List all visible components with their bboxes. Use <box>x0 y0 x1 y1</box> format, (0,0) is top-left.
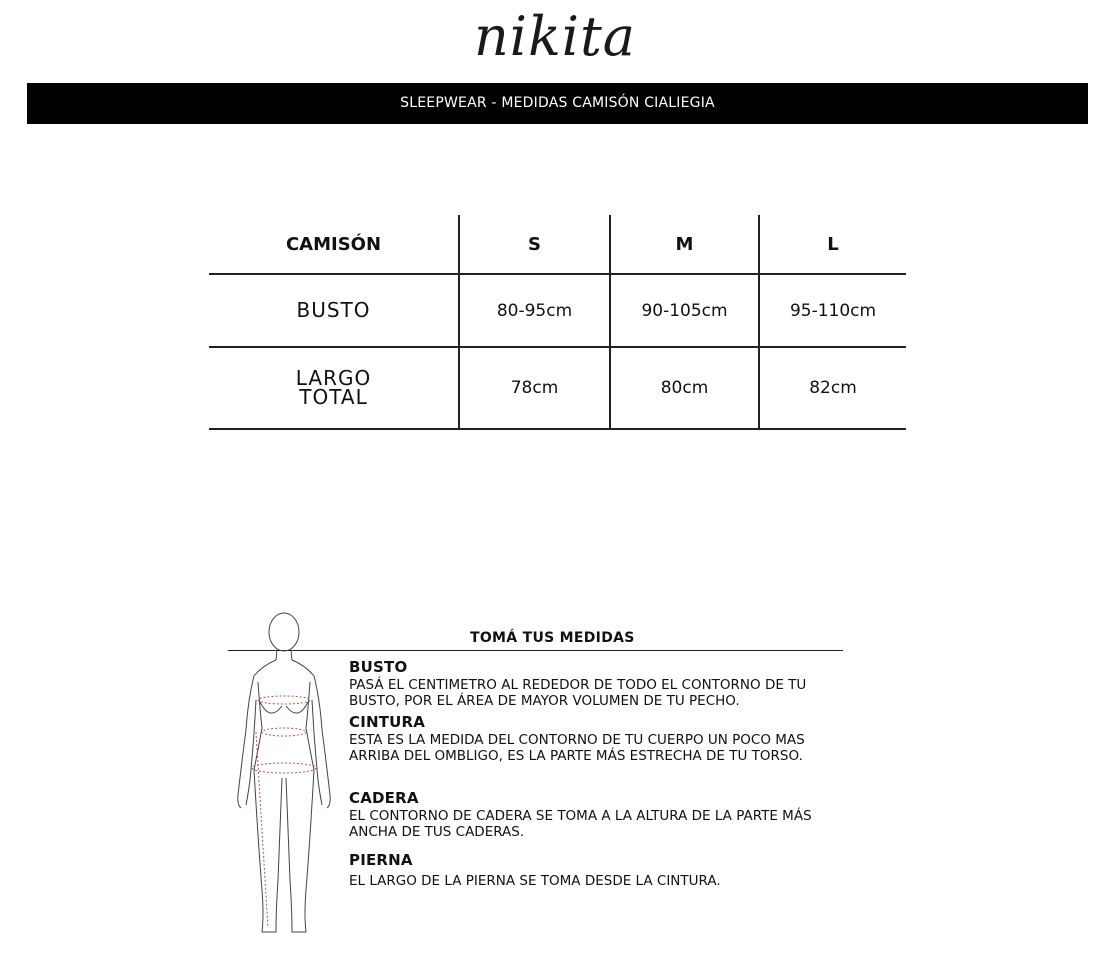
guide-text: PASÁ EL CENTIMETRO AL REDEDOR DE TODO EL CONTORNO DE TU BUSTO, POR EL ÁREA DE MAYOR VOLUMEN DE TU PECHO. <box>349 677 807 709</box>
header-garment: CAMISÓN <box>209 215 459 274</box>
guide-heading: PIERNA <box>349 851 413 869</box>
table-cell: 95-110cm <box>759 274 906 347</box>
table-cell: 90-105cm <box>610 274 759 347</box>
table-cell: 82cm <box>759 347 906 429</box>
body-figure-illustration <box>232 610 336 940</box>
guide-section-cintura <box>349 714 849 764</box>
guide-text: EL LARGO DE LA PIERNA SE TOMA DESDE LA CINTURA. <box>349 873 721 889</box>
header-size-m: M <box>610 215 759 274</box>
row-label-line: TOTAL <box>299 385 368 409</box>
guide-section-pierna <box>349 852 849 890</box>
guide-section-busto <box>349 659 849 709</box>
header-size-s: S <box>459 215 610 274</box>
row-label <box>209 347 459 429</box>
row-label-line: BUSTO <box>296 298 371 322</box>
page-banner: SLEEPWEAR - MEDIDAS CAMISÓN CIALIEGIA <box>27 83 1088 124</box>
guide-heading: CINTURA <box>349 713 426 731</box>
guide-heading: CADERA <box>349 789 419 807</box>
row-label <box>209 274 459 347</box>
brand-logo: nikita <box>474 5 636 68</box>
guide-text: ESTA ES LA MEDIDA DEL CONTORNO DE TU CUERPO UN POCO MAS ARRIBA DEL OMBLIGO, ES LA PARTE MÁS ESTRECHA DE TU TORSO. <box>349 732 805 764</box>
header-size-l: L <box>759 215 906 274</box>
size-table <box>209 215 906 430</box>
guide-section-cadera <box>349 790 849 840</box>
guide-text: EL CONTORNO DE CADERA SE TOMA A LA ALTURA DE LA PARTE MÁS ANCHA DE TUS CADERAS. <box>349 808 812 840</box>
row-label-line: LARGO <box>295 366 372 390</box>
table-cell: 80-95cm <box>459 274 610 347</box>
table-cell: 80cm <box>610 347 759 429</box>
guide-title: TOMÁ TUS MEDIDAS <box>470 630 635 646</box>
table-row-largo-total <box>209 347 906 429</box>
table-header-row <box>209 215 906 274</box>
guide-heading: BUSTO <box>349 658 408 676</box>
table-cell: 78cm <box>459 347 610 429</box>
table-row-busto <box>209 274 906 347</box>
